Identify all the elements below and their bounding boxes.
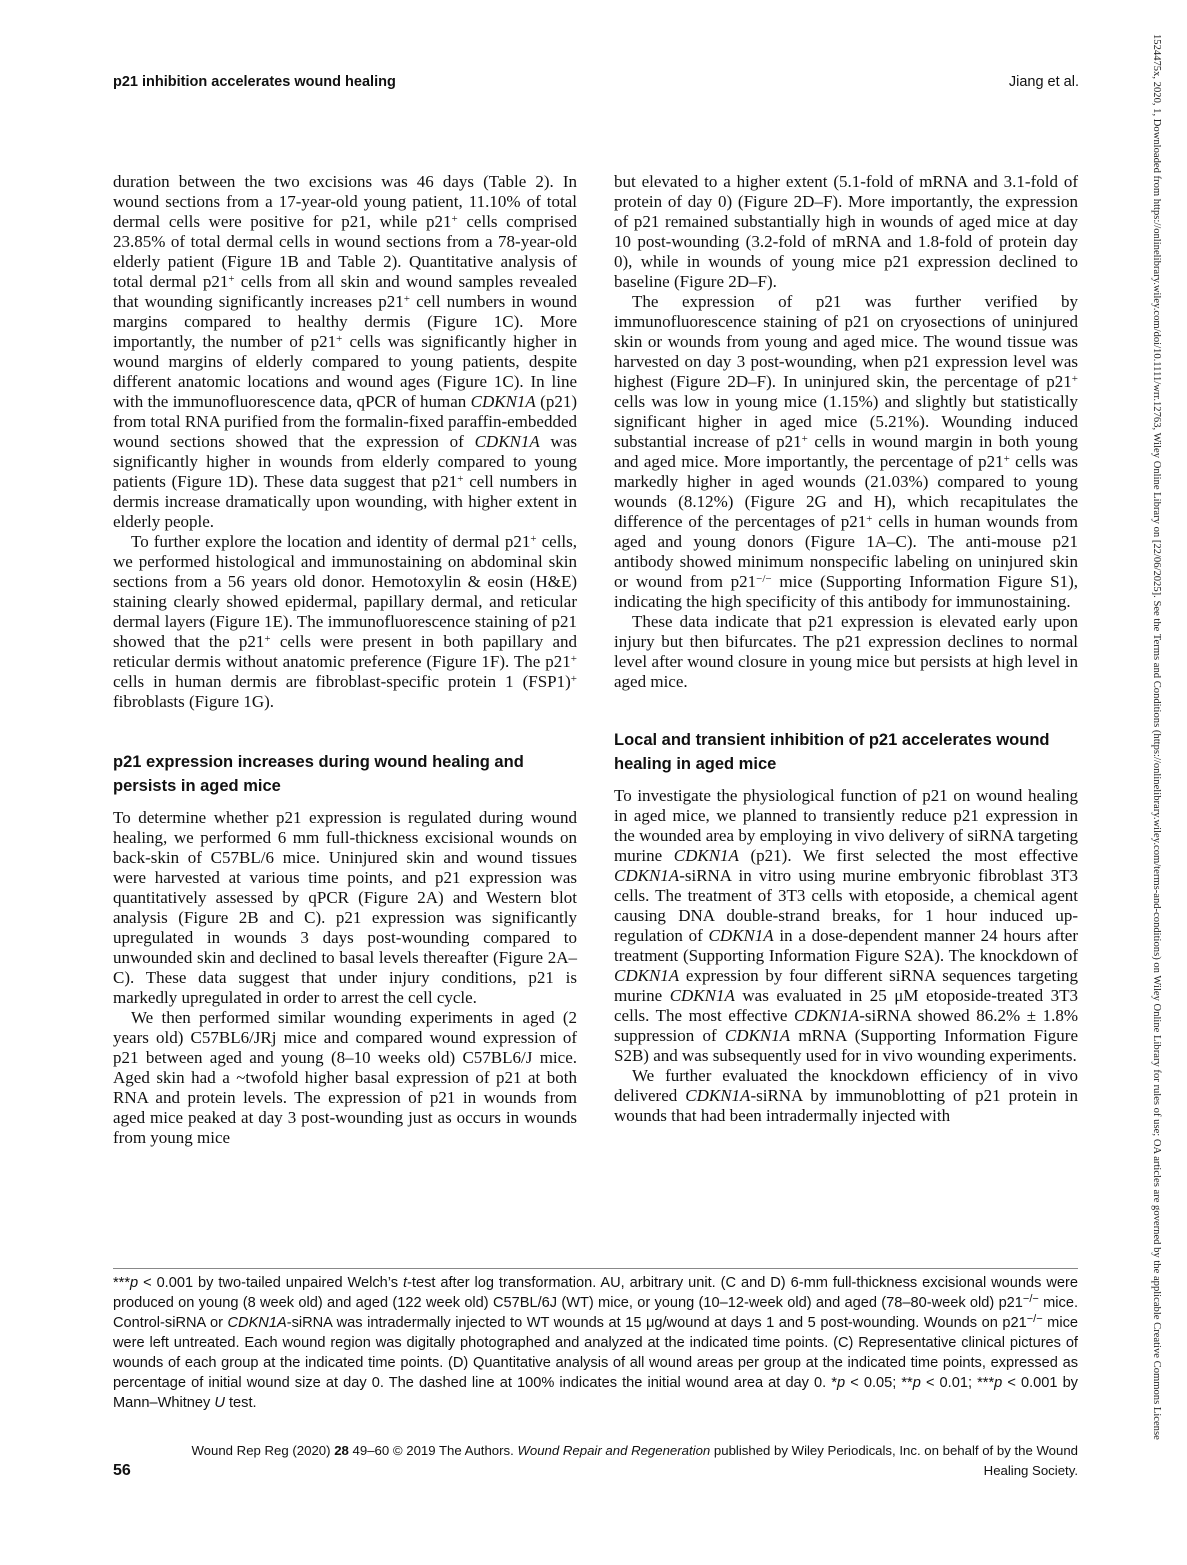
paragraph: These data indicate that p21 expression is elevated early upon injury but then bifurcates. The p21 expression declines to normal level after wound closure in young mice but persists at high level in aged mice. bbox=[614, 612, 1078, 691]
paragraph: We then performed similar wounding experiments in aged (2 years old) C57BL6/JRj mice and compared wound expression of p21 between aged and young (8–10 weeks old) C57BL6/J mice. Aged skin had a ~twofold higher basal expression of p21 at both RNA and protein levels. The expression of p21 in wounds from aged mice peaked at day 3 post-wounding just as occurs in wounds from young mice bbox=[113, 1008, 577, 1147]
left-column bbox=[113, 172, 577, 1148]
right-column bbox=[614, 172, 1078, 1126]
figure-caption bbox=[113, 1268, 1078, 1413]
page-number: 56 bbox=[113, 1462, 131, 1479]
paragraph: To determine whether p21 expression is regulated during wound healing, we performed 6 mm full-thickness excisional wounds on back-skin of C57BL/6 mice. Uninjured skin and wound tissues were harvested at various time points, and p21 expression was quantitatively assessed by qPCR (Figure 2A) and Western blot analysis (Figure 2B and C). p21 expression was significantly upregulated in wounds 3 days post-wounding compared to unwounded skin and declined to basal levels thereafter (Figure 2A–C). These data suggest that under injury conditions, p21 is markedly upregulated in order to arrest the cell cycle. bbox=[113, 808, 577, 1007]
section-heading: p21 expression increases during wound healing and persists in aged mice bbox=[113, 753, 524, 795]
paragraph: duration between the two excisions was 46 days (Table 2). In wound sections from a 17-year-old young patient, 11.10% of total dermal cells were positive for p21, while p21+ cells comprised 23.85% of total dermal cells in wound sections from a 78-year-old elderly patient (Figure 1B and Table 2). Quantitative analysis of total dermal p21+ cells from all skin and wound samples revealed that wounding significantly increases p21+ cell numbers in wound margins compared to healthy dermis (Figure 1C). More importantly, the number of p21+ cells was significantly higher in wound margins of elderly compared to young patients, despite different anatomic locations and wound ages (Figure 1C). In line with the immunofluorescence data, qPCR of human CDKN1A (p21) from total RNA purified from the formalin-fixed paraffin-embedded wound sections showed that the expression of CDKN1A was significantly higher in wounds from elderly compared to young patients (Figure 1D). These data suggest that p21+ cell numbers in dermis increase dramatically upon wounding, with higher extent in elderly people. bbox=[113, 172, 578, 531]
running-authors: Jiang et al. bbox=[1008, 74, 1079, 90]
download-sidebar bbox=[1151, 34, 1182, 1534]
paragraph: We further evaluated the knockdown efficiency of in vivo delivered CDKN1A-siRNA by immunoblotting of p21 protein in wounds that had been intradermally injected with bbox=[614, 1066, 1078, 1125]
paragraph: The expression of p21 was further verified by immunofluorescence staining of p21 on cryosections of uninjured skin or wounds from young and aged mice. The wound tissue was harvested on day 3 post-wounding, when p21 expression level was highest (Figure 2D–F). In uninjured skin, the percentage of p21+ cells was low in young mice (1.15%) and slightly but statistically significant higher in aged mice (5.21%). Wounding induced substantial increase of p21+ cells in wound margin in both young and aged mice. More importantly, the percentage of p21+ cells was markedly higher in aged wounds (21.03%) compared to young wounds (8.12%) (Figure 2G and H), which recapitulates the difference of the percentages of p21+ cells in human wounds from aged and young donors (Figure 1A–C). The anti-mouse p21 antibody showed minimum nonspecific labeling on uninjured skin or wound from p21−/− mice (Supporting Information Figure S1), indicating the high specificity of this antibody for immunostaining. bbox=[614, 292, 1078, 611]
paragraph: To investigate the physiological function of p21 on wound healing in aged mice, we planned to transiently reduce p21 expression in the wounded area by employing in vivo delivery of siRNA targeting murine CDKN1A (p21). We first selected the most effective CDKN1A-siRNA in vitro using murine embryonic fibroblast 3T3 cells. The treatment of 3T3 cells with etoposide, a chemical agent causing DNA double-strand breaks, for 1 hour induced up-regulation of CDKN1A in a dose-dependent manner 24 hours after treatment (Supporting Information Figure S2A). The knockdown of CDKN1A expression by four different siRNA sequences targeting murine CDKN1A was evaluated in 25 μM etoposide-treated 3T3 cells. The most effective CDKN1A-siRNA showed 86.2% ± 1.8% suppression of CDKN1A mRNA (Supporting Information Figure S2B) and was subsequently used for in vivo wounding experiments. bbox=[614, 786, 1078, 1065]
paragraph: To further explore the location and identity of dermal p21+ cells, we performed histological and immunostaining on abdominal skin sections from a 56 years old donor. Hemotoxylin & eosin (H&E) staining clearly showed epidermal, papillary dermal, and reticular dermal layers (Figure 1E). The immunofluorescence staining of p21 showed that the p21+ cells were present in both papillary and reticular dermis without anatomic preference (Figure 1F). The p21+ cells in human dermis are fibroblast-specific protein 1 (FSP1)+ fibroblasts (Figure 1G). bbox=[113, 532, 578, 711]
sidebar-text: 1524475x, 2020, 1, Downloaded from https://onlinelibrary.wiley.com/doi/10.1111/wrr.12763, Wiley Online Library on [22/06/2025]. See the Terms and Conditions (https://onlinelibrary.wiley.com/terms-and-conditions) on Wiley Online Library for rules of use; OA articles are governed by the applicable Creative Commons License bbox=[1151, 34, 1162, 1440]
paragraph: but elevated to a higher extent (5.1-fold of mRNA and 3.1-fold of protein of day 0) (Figure 2D–F). More importantly, the expression of p21 remained substantially high in wounds of aged mice at day 10 post-wounding (3.2-fold of mRNA and 1.8-fold of protein day 0), while in wounds of young mice p21 expression declined to baseline (Figure 2D–F). bbox=[614, 172, 1078, 291]
caption-text: ***p < 0.001 by two-tailed unpaired Welch’s t-test after log transformation. AU, arbitrary unit. (C and D) 6-mm full-thickness excisional wounds were produced on young (8 week old) and aged (122 week old) C57BL/6J (WT) mice, or young (10–12-week old) and aged (78–80-week old) p21−/− mice. Control-siRNA or CDKN1A-siRNA was intradermally injected to WT wounds at 15 μg/wound at days 1 and 5 post-wounding. Wounds on p21−/− mice were left untreated. Each wound region was digitally photographed and analyzed at the indicated time points. (C) Representative clinical pictures of wounds of each group at the indicated time points. (D) Quantitative analysis of all wound areas per group at the indicated time points, expressed as percentage of initial wound size at day 0. The dashed line at 100% indicates the initial wound area at day 0. *p < 0.05; **p < 0.01; ***p < 0.001 by Mann–Whitney U test. bbox=[113, 1275, 1078, 1411]
running-title: p21 inhibition accelerates wound healing bbox=[113, 74, 396, 90]
journal-citation: Wound Rep Reg (2020) 28 49–60 © 2019 The Authors. Wound Repair and Regeneration published by Wiley Periodicals, Inc. on behalf of by the Wound Healing Society. bbox=[191, 1443, 1078, 1478]
section-heading: Local and transient inhibition of p21 accelerates wound healing in aged mice bbox=[614, 731, 1050, 773]
page-footer bbox=[113, 1441, 1078, 1481]
